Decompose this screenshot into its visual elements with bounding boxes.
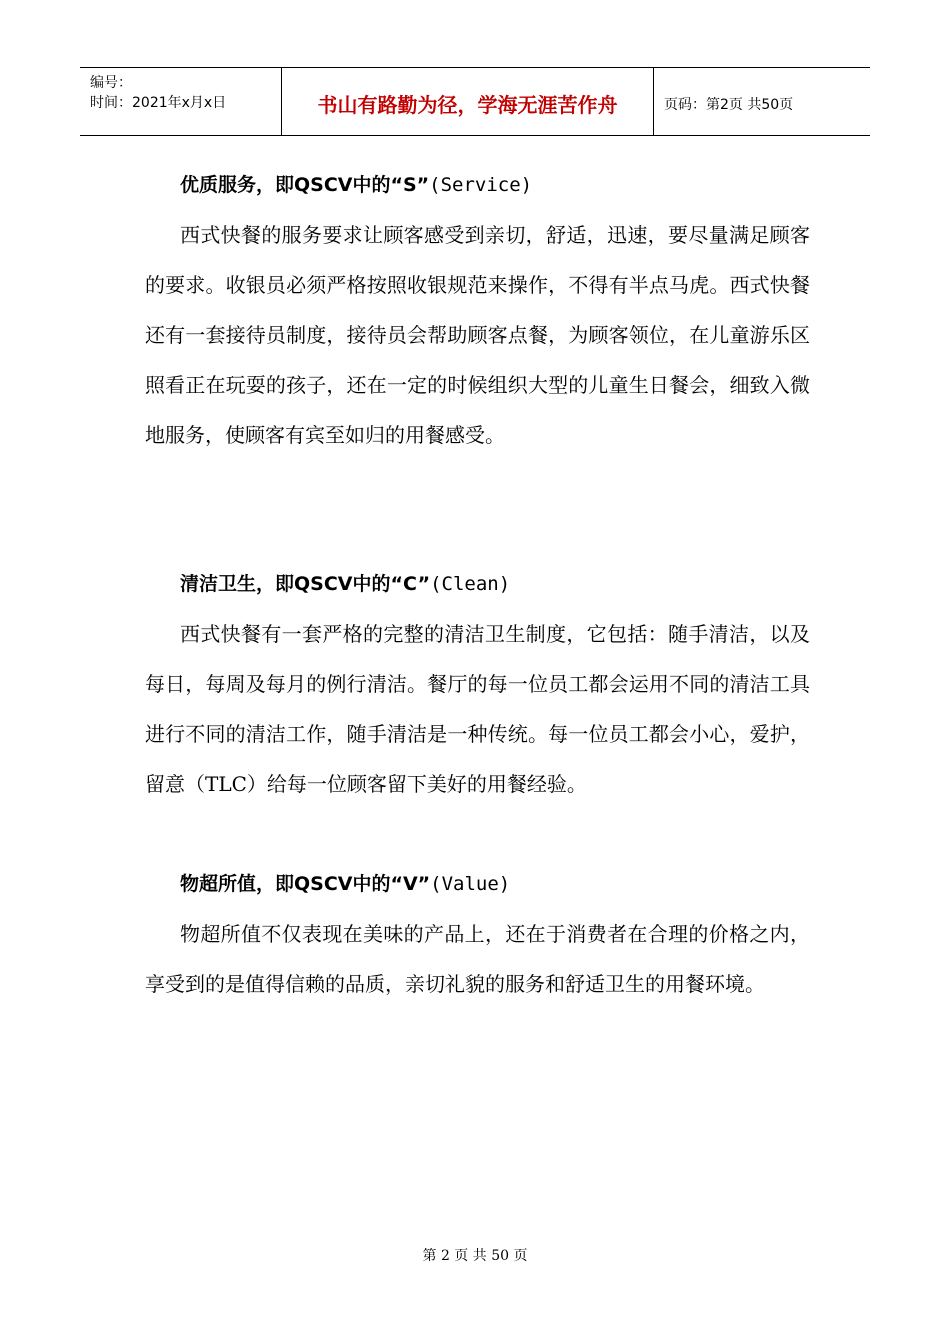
number-label: 编号： xyxy=(90,75,132,91)
section-body-clean: 西式快餐有一套严格的完整的清洁卫生制度，它包括：随手清洁，以及每日，每周及每月的例行清洁。餐厅的每一位员工都会运用不同的清洁工具进行不同的清洁工作，随手清洁是一种传统。每一位员工都会小心，爱护，留意（TLC）给每一位顾客留下美好的用餐经验。 xyxy=(145,622,810,796)
section-title-cn: 优质服务，即QSCV中的“S” xyxy=(180,174,430,196)
document-body xyxy=(145,160,810,1009)
header-motto: 书山有路勤为径，学海无涯苦作舟 xyxy=(282,68,654,135)
header-page-info: 页码：第2页 共50页 xyxy=(664,96,794,113)
section-title-en: (Service) xyxy=(429,174,533,196)
section-title-en: (Clean) xyxy=(430,573,511,595)
page-header xyxy=(80,67,870,136)
header-meta xyxy=(80,68,282,135)
section-title-service xyxy=(145,160,810,210)
section-title-value xyxy=(145,859,810,909)
time-label: 时间：2021年x月x日 xyxy=(90,95,227,111)
section-title-clean xyxy=(145,559,810,609)
section-spacer xyxy=(145,460,810,559)
page-footer: 第 2 页 共 50 页 xyxy=(422,1248,528,1264)
section-title-en: (Value) xyxy=(430,873,511,895)
section-title-cn: 物超所值，即QSCV中的“V” xyxy=(180,873,431,895)
section-spacer xyxy=(145,809,810,859)
section-body-value: 物超所值不仅表现在美味的产品上，还在于消费者在合理的价格之内，享受到的是值得信赖的品质，亲切礼貌的服务和舒适卫生的用餐环境。 xyxy=(145,922,810,996)
section-body-service: 西式快餐的服务要求让顾客感受到亲切，舒适，迅速，要尽量满足顾客的要求。收银员必须严格按照收银规范来操作，不得有半点马虎。西式快餐还有一套接待员制度，接待员会帮助顾客点餐，为顾客领位，在儿童游乐区照看正在玩耍的孩子，还在一定的时候组织大型的儿童生日餐会，细致入微地服务，使顾客有宾至如归的用餐感受。 xyxy=(145,223,810,447)
section-title-cn: 清洁卫生，即QSCV中的“C” xyxy=(180,573,431,595)
